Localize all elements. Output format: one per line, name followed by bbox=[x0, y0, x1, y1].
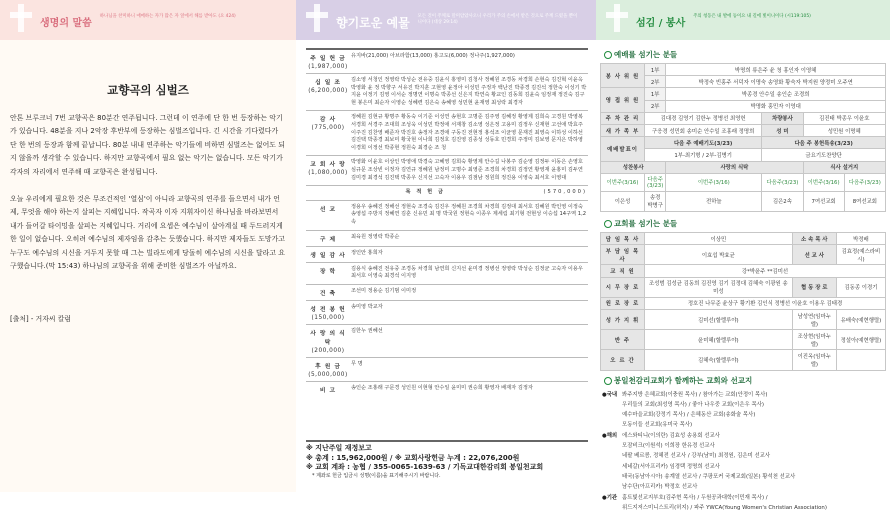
names: 이상민 bbox=[645, 233, 793, 245]
label-text: 구 제 bbox=[319, 236, 337, 243]
mission-text: 모잠비크(이원석) 이희장 한유경 선교사 bbox=[622, 443, 715, 450]
donor-names: 정혜원 김현규 황명주 황동숙 이기준 이성연 송현호 고명준 김주영 김혜정 황영제 김희숙 고경원 박영복 서경희 서경주 조대희 조성욱 이성민 박정애 서재창 김소영 성은정 고용미 김정우 신재현 고선애 박효주 이주진 김찬영 배준자 박진호 송정자 조경애 구동진 전현정 홍석조 이균영 문재진 최영숙 이하성 이하선 김진택 박종경 최보미 황국현 이나희 김정호 김진영 김종성 성동호 민경희 주정미 김보영 문지은 박하영 이경희 이정선 박종현 정원숙 최경순 조 청 bbox=[350, 111, 588, 156]
worship-service-table bbox=[600, 63, 886, 212]
mission-category: ●해외 bbox=[602, 432, 618, 439]
offering-row bbox=[306, 230, 588, 246]
sermon-paragraph-1: 안톤 브루크너 7번 교향곡은 80분간 연주됩니다. 그런데 이 연주에 단 한 번 등장하는 악기가 있습니다. 48분을 지나 2악장 후반부에 등장하는 심벌즈입니다. 긴 시간을 기다렸다가 단 한 번의 등장과 함께 끝납니다. 80분 내내 연주하는 악기들에 비하면 심벌즈는 없어도 되지 않을까 생각할 수 있습니다. 하지만 교향곡에서 필요 없는 악기는 없습니다. 모든 악기가 각자의 자리에서 연주해 때 교향곡은 완성됩니다. bbox=[10, 114, 285, 176]
offering-amount: (5,000,000) bbox=[308, 371, 348, 378]
staff-row bbox=[601, 233, 886, 245]
names: 김은2속 bbox=[762, 191, 803, 211]
purpose-offering-heading bbox=[306, 186, 588, 201]
mission-category: ●기관 bbox=[602, 494, 618, 501]
donor-names: 유지바(21,000) 아브라함(13,000) 홍고도(6,000) 정나주(1,927,000) bbox=[350, 49, 588, 74]
summary-title: ※ 지난주일 재정보고 bbox=[306, 444, 372, 452]
mission-item bbox=[602, 410, 884, 420]
names: 금요기도찬양단 bbox=[762, 149, 886, 161]
row-label: 봉 사 위 원 bbox=[601, 64, 645, 88]
heading-text: 목 적 헌 금 bbox=[405, 189, 445, 196]
offering-label bbox=[306, 49, 350, 74]
cross-icon bbox=[606, 4, 628, 32]
week-label: 다음주(3/23) bbox=[844, 173, 885, 191]
offering-table bbox=[306, 48, 588, 397]
names: 유배숙(예현행렬) bbox=[836, 310, 885, 330]
header-verse: 하나님을 찬미하니 애매하는 자가 많은 자 앞에서 해를 받아도 (요 424) bbox=[99, 14, 236, 19]
mission-text: 남수단(아프리카) 박정호 선교사 bbox=[622, 484, 698, 491]
row-label: 담 임 목 사 bbox=[601, 233, 645, 245]
offering-row bbox=[306, 186, 588, 201]
summary-account: ※ 교회 계좌 : 농협 / 355-0065-1639-63 / 기독교대한감리회 봉일천교회 bbox=[306, 463, 544, 471]
donor-names: 김용식 송혜진 전유중 조경동 차경희 남연희 신지선 윤미경 정병선 정영락 박성순 김정균 고숙자 이용우 최서호 이영숙 최경석 이지영 bbox=[350, 262, 588, 284]
service-panel bbox=[596, 0, 890, 511]
offering-row bbox=[306, 324, 588, 357]
offering-amount: (150,000) bbox=[311, 314, 345, 321]
mission-category bbox=[602, 400, 622, 410]
names: 송경 박병구 bbox=[645, 191, 666, 211]
offering-label bbox=[306, 230, 350, 246]
mission-item bbox=[602, 441, 884, 451]
offering-label bbox=[306, 74, 350, 111]
offering-label bbox=[306, 284, 350, 300]
offering-row bbox=[306, 357, 588, 381]
names: 김대경 김영기 김한누 정병선 최영헌 bbox=[645, 112, 762, 124]
label-text: 감 사 bbox=[319, 117, 337, 124]
cross-icon bbox=[10, 4, 32, 32]
names: 8여선교회 bbox=[844, 191, 885, 211]
offering-panel bbox=[296, 0, 596, 492]
mission-text: 에스와티니(이의란) 김효성 송용회 선교사 bbox=[622, 432, 720, 439]
offering-label bbox=[306, 324, 350, 357]
label-text: 교 회 사 랑 bbox=[310, 162, 346, 169]
sermon-title: 교향곡의 심벌즈 bbox=[107, 83, 189, 97]
mission-item bbox=[602, 451, 884, 461]
names: 조상현(임마누엘) bbox=[792, 330, 836, 350]
week-label: 다음주(3/23) bbox=[645, 173, 666, 191]
sermon-source: [출처] - 거자씨 칼럼 bbox=[10, 315, 72, 324]
mission-item bbox=[602, 390, 884, 400]
names: 박명화 홍민자 이영대 bbox=[666, 100, 886, 112]
label-text: 성 전 봉 헌 bbox=[310, 306, 346, 313]
offering-amount: (1,080,000) bbox=[308, 170, 348, 177]
offering-row bbox=[306, 381, 588, 397]
label-text: 사 랑 의 식 탁 bbox=[310, 330, 346, 346]
header-verse: 모든 것이 주께로 말미암았사오니 우리가 주의 손에서 받은 것으로 주께 드렸을 뿐이니이다 (대상 29:14) bbox=[417, 14, 578, 25]
row-label: 예배발표이 bbox=[601, 137, 645, 161]
mission-text: 홈트빛선교지부호(김주현 목사) / 두원공과대학(이민재 목사) / bbox=[622, 494, 768, 501]
mission-text: 우리들의 교회(최성영 목사) / 좋아 나우중 교회(이은우 목사) bbox=[622, 401, 764, 408]
offering-label bbox=[306, 300, 350, 324]
offering-label bbox=[306, 156, 350, 186]
column-header: 성찬봉사 bbox=[601, 161, 666, 173]
offering-label bbox=[306, 357, 350, 381]
row-label: 교 직 원 bbox=[601, 265, 645, 277]
service-header bbox=[596, 0, 890, 40]
mission-text: 봐주지방 은혜교회(이충원 목사) / 참아가는 교회(안정이 목사) bbox=[622, 391, 768, 398]
row-label: 선 교 사 bbox=[792, 245, 836, 265]
mission-item bbox=[602, 420, 884, 430]
label-text: 후 원 금 bbox=[315, 363, 341, 370]
row-label: 영 접 위 원 bbox=[601, 88, 645, 112]
names: 정호진 나무준 윤상구 황기환 김인식 정병선 이윤호 이용우 김태경 bbox=[645, 297, 886, 309]
names: 강*박윤주 **김미선 bbox=[645, 265, 886, 277]
offering-row bbox=[306, 49, 588, 74]
row-label: 원 로 장 로 bbox=[601, 297, 645, 309]
mission-category bbox=[602, 410, 622, 420]
week-label: 이번주(3/16) bbox=[666, 173, 762, 191]
row-label: 차량봉사 bbox=[762, 112, 803, 124]
names: 전하늘 bbox=[666, 191, 762, 211]
names: 1부-최기형 / 2부-김병기 bbox=[645, 149, 762, 161]
sermon-panel bbox=[0, 0, 296, 492]
label-text: 장 학 bbox=[319, 268, 337, 275]
staff-row bbox=[601, 265, 886, 277]
names: 박정숙 빈홍주 서덕자 이명숙 송영화 황숙자 박지원 양정미 오주연 bbox=[666, 76, 886, 88]
offering-amount: (570,000) bbox=[543, 189, 587, 196]
offering-row bbox=[306, 74, 588, 111]
service-slot: 2부 bbox=[645, 76, 666, 88]
mission-item bbox=[602, 431, 884, 441]
mission-category: ●국내 bbox=[602, 391, 618, 398]
cross-icon bbox=[306, 4, 328, 32]
offering-row bbox=[306, 156, 588, 186]
offering-label bbox=[306, 111, 350, 156]
names: 김동종 이경기 bbox=[836, 277, 885, 297]
mission-item bbox=[602, 400, 884, 410]
names: 이진옥(임마누엘) bbox=[792, 350, 836, 370]
finance-summary bbox=[306, 440, 588, 480]
row-label: 주 차 관 리 bbox=[601, 112, 645, 124]
mission-text: 세네갈(서아프리카) 임경택 정명희 선교사 bbox=[622, 463, 720, 470]
mission-category bbox=[602, 420, 622, 430]
names: 이효섭 박효균 bbox=[645, 245, 793, 265]
donor-names: 김한누 권혜선 bbox=[350, 324, 588, 357]
names: 김진태 박종우 이윤호 bbox=[803, 112, 885, 124]
donor-names: 최육원 정영락 박종순 bbox=[350, 230, 588, 246]
offering-amount: (775,000) bbox=[311, 125, 345, 132]
mission-category bbox=[602, 451, 622, 461]
mission-item bbox=[602, 503, 884, 513]
mission-text: 모동이들 선교회(유미국 목사) bbox=[622, 422, 693, 429]
label-text: 건 축 bbox=[319, 290, 337, 297]
staff-row bbox=[601, 350, 886, 370]
names: 성민원 이명혜 bbox=[803, 124, 885, 136]
section-heading: 봉일천감리교회가 함께하는 교회와 선교지 bbox=[604, 375, 890, 386]
names: 정설아(예현행렬) bbox=[836, 330, 885, 350]
row-label: 성 미 bbox=[762, 124, 803, 136]
row-label: 성 가 지 휘 bbox=[601, 310, 645, 330]
mission-category bbox=[602, 441, 622, 451]
offering-row bbox=[306, 284, 588, 300]
panel-title: 섬김 / 봉사 bbox=[636, 18, 686, 29]
label-text: 생 일 감 사 bbox=[310, 252, 346, 259]
row-label: 시 무 장 로 bbox=[601, 277, 645, 297]
column-header: 다음 주 봉헌특송(3/23) bbox=[762, 137, 886, 149]
offering-amount: (1,987,000) bbox=[308, 64, 348, 70]
offering-row bbox=[306, 300, 588, 324]
section-heading: 예배를 섬기는 분들 bbox=[604, 49, 890, 60]
names: 박명희 류은주 윤 청 홍인자 이영혜 bbox=[666, 64, 886, 76]
donor-names: 송인순 조홍래 구문경 성인원 이현형 안수일 윤미미 권승희 황영자 배재자 김정자 bbox=[350, 381, 588, 397]
offering-row bbox=[306, 111, 588, 156]
sermon-header bbox=[0, 0, 296, 40]
names: 구응경 성민회 송미순 안수일 조홍래 정명희 bbox=[645, 124, 762, 136]
column-header: 식사 설거지 bbox=[803, 161, 885, 173]
names: 박정배 bbox=[836, 233, 885, 245]
row-label: 반 주 bbox=[601, 330, 645, 350]
service-slot: 2부 bbox=[645, 100, 666, 112]
donor-names: 송미영 박교자 bbox=[350, 300, 588, 324]
row-label: 소 속 목 사 bbox=[792, 233, 836, 245]
panel-title: 생명의 말씀 bbox=[40, 18, 92, 29]
mission-text: 예수마을교회(강정기 목사) / 은혜동산 교회(송화술 목사) bbox=[622, 412, 756, 419]
offering-label bbox=[306, 262, 350, 284]
offering-row bbox=[306, 262, 588, 284]
offering-header bbox=[296, 0, 596, 40]
staff-row bbox=[601, 297, 886, 309]
row-label: 오 르 간 bbox=[601, 350, 645, 370]
staff-row bbox=[601, 245, 886, 265]
names: 이은성 bbox=[601, 191, 645, 211]
staff-row bbox=[601, 330, 886, 350]
offering-amount: (200,000) bbox=[311, 347, 345, 354]
names: 김미선(할렐루야) bbox=[645, 310, 793, 330]
summary-totals: ※ 총계 : 15,962,000원 / ※ 교회사랑헌금 누계 : 22,076,200원 bbox=[306, 453, 520, 462]
staff-table bbox=[600, 232, 886, 371]
donor-names: 조선미 정용순 김기범 이미정 bbox=[350, 284, 588, 300]
week-label: 다음주(3/23) bbox=[762, 173, 803, 191]
summary-note: * 계좌로 헌금 입금시 성명(이름)을 표기해주시기 바랍니다. bbox=[312, 472, 441, 479]
column-header: 다음 주 예배기도(3/23) bbox=[645, 137, 762, 149]
offering-amount: (6,200,000) bbox=[308, 88, 348, 94]
offering-label bbox=[306, 246, 350, 262]
donor-names: 정인안 홍희자 bbox=[350, 246, 588, 262]
label-text: 십 일 조 bbox=[315, 80, 341, 86]
donor-names: 정용우 송혜진 정해선 정현숙 조경숙 김진우 정혜원 조경희 차경희 김정대 최서호 김혜원 박인영 이정숙 송영섭 주방지 정혜연 김훈 신유민 최 명 박국원 정현숙 이종우 제세림 최기형 전현성 이승섭 14구역 1,2속 bbox=[350, 200, 588, 230]
names bbox=[836, 350, 885, 370]
column-header: 사랑의 식탁 bbox=[666, 161, 803, 173]
offering-row bbox=[306, 246, 588, 262]
mission-text: 태국(동남아시아) 송계열 선교사 / 쿠팡포커 국제교회(일본) 황석천 선교사 bbox=[622, 473, 796, 480]
mission-category bbox=[602, 482, 622, 492]
names: 7여선교회 bbox=[803, 191, 844, 211]
donor-names: 무 명 bbox=[350, 357, 588, 381]
names: 김효정(예스라비시) bbox=[836, 245, 885, 265]
panel-title: 향기로운 예물 bbox=[336, 16, 410, 30]
staff-row bbox=[601, 310, 886, 330]
label-text: 비 고 bbox=[319, 387, 337, 394]
names: 남성연(임마누엘) bbox=[792, 310, 836, 330]
mission-text: 네팔 베르콤, 정혜전 선교사 / 강부(남미) 최정원, 김은미 선교사 bbox=[622, 453, 771, 460]
row-label: 새 가 족 부 bbox=[601, 124, 645, 136]
donor-names: 박영화 이윤호 이상인 박영애 박경숙 고혜영 김희숙 황영제 안수길 나봉주 김순영 김정두 이동은 손영호 심규문 조상빈 이정자 김연규 정혜원 남정미 고명수 최영준 조경희 차경희 김정연 황영재 윤홍미 김두연 김미경 최경석 김진택 박종우 신지선 고숙자 이용우 김점남 정원희 정진용 이영숙 최서호 이영대 bbox=[350, 156, 588, 186]
mission-item bbox=[602, 493, 884, 503]
offering-label bbox=[306, 381, 350, 397]
label-text: 선 교 bbox=[319, 206, 337, 213]
service-slot: 1부 bbox=[645, 64, 666, 76]
mission-item bbox=[602, 472, 884, 482]
mission-text: 위드지저스미니스트리(허지) / 파주 YWCA(Young Women's Christian Association) bbox=[622, 504, 827, 511]
section-heading: 교회를 섬기는 분들 bbox=[604, 218, 890, 229]
donor-names: 김소영 서청인 정영락 박성순 전유중 김윤식 홍영미 김청사 정혜원 조경동 차경희 손현숙 김진혁 이윤옥 박영화 윤 정 박향구 서유진 박지훈 고현영 윤정아 이성민 주정자 백난진 박종경 김진석 정한숙 이성기 박지윤 이정기 김영 이서순 정명연 이명숙 박종선 신은지 박연숙 황교인 김동희 김윤숙 임정재 정진숙 김구현 봉은미 최순자 이영순 성혜련 김은숙 송혜영 성민현 윤재영 최성락 최경자 bbox=[350, 74, 588, 111]
sermon-paragraph-2: 오늘 우리에게 필요한 것은 무조건적인 '열심'이 아니라 교향곡의 연주를 들으면서 내가 언제, 무엇을 해야 하는지 살피는 지혜입니다. 작곡자 이자 지휘자이신 하나님을 바라보면서 내가 들어갈 타이밍을 살피는 지혜입니다. 거리에 요셉은 예수님이 살아계실 때 두드러지게 한 일이 없습니다. 오히려 예수님의 제자임을 감추는 듯했습니다. 하지만 제자들도 도망가고 누구도 예수님의 시신을 거두지 못할 때 그는 빌라도에게 당돌히 예수님의 시신을 달라고 요구했습니다.(막 15:43) 하나님의 교향곡을 위해 준비한 심벌즈가 아닐까요. bbox=[10, 195, 286, 271]
service-slot: 1부 bbox=[645, 88, 666, 100]
mission-item bbox=[602, 482, 884, 492]
staff-row bbox=[601, 277, 886, 297]
week-label: 이번주(3/16) bbox=[601, 173, 645, 191]
offering-row bbox=[306, 200, 588, 230]
names: 조성범 김성균 김동희 김진영 김기 김정대 김혜숙 이광원 송미성 bbox=[645, 277, 793, 297]
label-text: 주 일 헌 금 bbox=[310, 56, 346, 62]
mission-category bbox=[602, 462, 622, 472]
mission-list bbox=[602, 390, 884, 513]
mission-category bbox=[602, 503, 622, 513]
offering-label bbox=[306, 200, 350, 230]
week-label: 이번주(3/16) bbox=[803, 173, 844, 191]
row-label: 부 담 임 목 사 bbox=[601, 245, 645, 265]
mission-category bbox=[602, 472, 622, 482]
mission-item bbox=[602, 462, 884, 472]
names: 박종경 안수일 송인순 조경희 bbox=[666, 88, 886, 100]
names: 윤미혜(할렐루야) bbox=[645, 330, 793, 350]
header-verse: 주의 청동은 내 발에 등이요 내 길에 빛이니이다 (시119:105) bbox=[693, 14, 811, 19]
names: 김혜숙(할렐루야) bbox=[645, 350, 793, 370]
row-label: 협 동 장 로 bbox=[792, 277, 836, 297]
